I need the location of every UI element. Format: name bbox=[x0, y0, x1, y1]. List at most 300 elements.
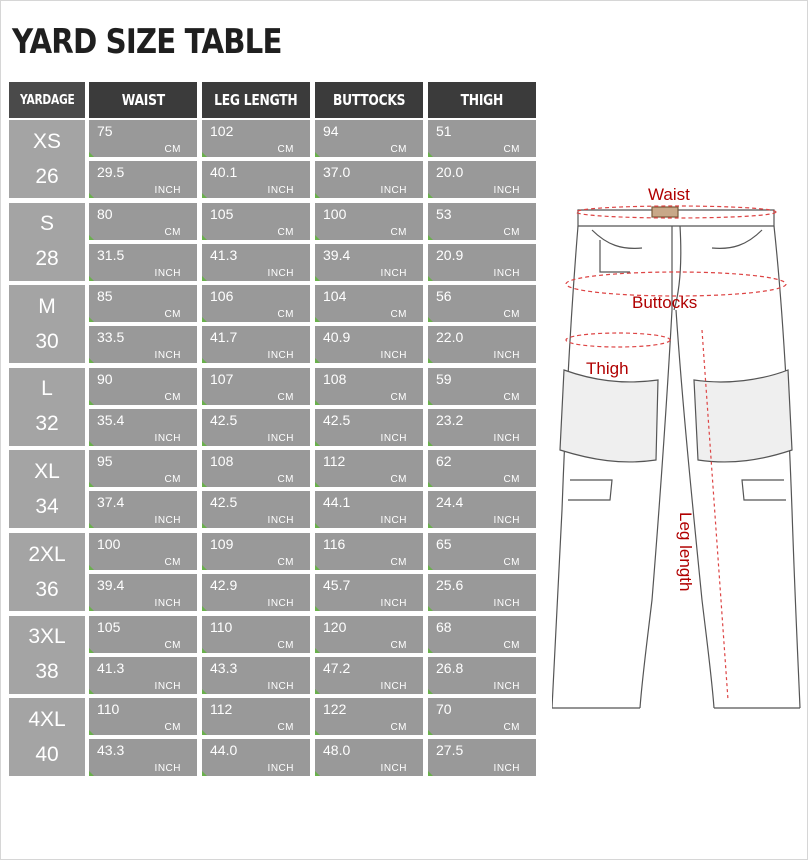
corner-tick-icon bbox=[428, 523, 433, 528]
corner-tick-icon bbox=[202, 648, 207, 653]
measurement-value: 25.6 bbox=[436, 577, 464, 593]
corner-tick-icon bbox=[89, 771, 94, 776]
corner-tick-icon bbox=[89, 565, 94, 570]
corner-tick-icon bbox=[89, 730, 94, 735]
unit-label: INCH bbox=[493, 763, 520, 775]
buttocks-inch-cell bbox=[315, 409, 423, 446]
measurement-value: 53 bbox=[436, 205, 452, 222]
measurement-value: 43.3 bbox=[97, 742, 125, 759]
unit-label: CM bbox=[164, 639, 181, 651]
waist-cm-cell bbox=[89, 450, 197, 487]
size-cell bbox=[9, 533, 85, 611]
measurement-value: 94 bbox=[323, 123, 339, 139]
corner-tick-icon bbox=[89, 482, 94, 487]
unit-label: INCH bbox=[380, 680, 407, 692]
measurement-value: 70 bbox=[436, 701, 452, 718]
measurement-value: 100 bbox=[323, 205, 347, 222]
measurement-value: 40.1 bbox=[210, 164, 238, 180]
measurement-value: 105 bbox=[97, 618, 121, 635]
thigh-inch-cell bbox=[428, 409, 536, 446]
leg-length-inch-cell bbox=[202, 657, 310, 694]
buttocks-inch-cell bbox=[315, 657, 423, 694]
waist-cm-cell bbox=[89, 203, 197, 240]
corner-tick-icon bbox=[89, 648, 94, 653]
measurement-value: 65 bbox=[436, 536, 452, 552]
size-row bbox=[9, 450, 537, 528]
corner-tick-icon bbox=[315, 482, 320, 487]
size-number: 26 bbox=[35, 164, 59, 188]
measurement-value: 104 bbox=[323, 288, 347, 305]
size-table bbox=[9, 82, 537, 778]
thigh-inch-cell bbox=[428, 739, 536, 776]
unit-label: CM bbox=[503, 557, 520, 568]
corner-tick-icon bbox=[202, 482, 207, 487]
buttocks-cm-cell bbox=[315, 285, 423, 322]
unit-label: INCH bbox=[267, 432, 294, 444]
corner-tick-icon bbox=[428, 276, 433, 281]
measurement-value: 31.5 bbox=[97, 246, 125, 263]
measurement-value: 68 bbox=[436, 618, 452, 635]
measurement-value: 95 bbox=[97, 453, 113, 470]
size-row bbox=[9, 616, 537, 694]
measurement-value: 24.4 bbox=[436, 494, 464, 511]
size-cell bbox=[9, 698, 85, 776]
buttocks-label: Buttocks bbox=[632, 293, 698, 312]
unit-label: INCH bbox=[154, 432, 181, 444]
waist-cm-cell bbox=[89, 120, 197, 157]
unit-label: CM bbox=[390, 144, 407, 155]
size-label: 4XL bbox=[28, 707, 66, 731]
measurement-value: 42.5 bbox=[323, 411, 351, 428]
waist-inch-cell bbox=[89, 739, 197, 776]
measurement-value: 42.5 bbox=[210, 411, 238, 428]
corner-tick-icon bbox=[202, 565, 207, 570]
unit-label: CM bbox=[164, 557, 181, 568]
leg-length-cm-cell bbox=[202, 698, 310, 735]
page-title: YARD SIZE TABLE bbox=[12, 22, 282, 62]
corner-tick-icon bbox=[202, 358, 207, 363]
waist-inch-cell bbox=[89, 326, 197, 363]
unit-label: CM bbox=[164, 722, 181, 734]
unit-label: CM bbox=[277, 639, 294, 651]
corner-tick-icon bbox=[315, 317, 320, 322]
measurement-value: 37.4 bbox=[97, 494, 125, 511]
measurement-value: 29.5 bbox=[97, 164, 125, 180]
unit-label: INCH bbox=[267, 267, 294, 279]
unit-label: INCH bbox=[267, 598, 294, 609]
unit-label: INCH bbox=[493, 432, 520, 444]
measurement-value: 48.0 bbox=[323, 742, 351, 759]
measurement-value: 85 bbox=[97, 288, 113, 305]
measurement-value: 20.9 bbox=[436, 246, 464, 263]
corner-tick-icon bbox=[428, 358, 433, 363]
measurement-value: 42.5 bbox=[210, 494, 238, 511]
leg-length-inch-cell bbox=[202, 409, 310, 446]
corner-tick-icon bbox=[315, 152, 320, 157]
size-cell bbox=[9, 285, 85, 363]
waist-cm-cell bbox=[89, 533, 197, 570]
waist-inch-cell bbox=[89, 574, 197, 611]
unit-label: CM bbox=[277, 144, 294, 155]
leg-length-cm-cell bbox=[202, 368, 310, 405]
header-waist: WAIST bbox=[89, 82, 197, 118]
corner-tick-icon bbox=[428, 648, 433, 653]
corner-tick-icon bbox=[315, 565, 320, 570]
measurement-value: 116 bbox=[323, 536, 346, 552]
thigh-cm-cell bbox=[428, 285, 536, 322]
leg-length-cm-cell bbox=[202, 616, 310, 653]
waist-inch-cell bbox=[89, 161, 197, 198]
corner-tick-icon bbox=[89, 235, 94, 240]
unit-label: CM bbox=[390, 474, 407, 486]
measurement-value: 45.7 bbox=[323, 577, 351, 593]
measurement-value: 22.0 bbox=[436, 329, 464, 346]
leg-length-inch-cell bbox=[202, 244, 310, 281]
measurement-value: 37.0 bbox=[323, 164, 351, 180]
buttocks-cm-cell bbox=[315, 368, 423, 405]
buttocks-inch-cell bbox=[315, 491, 423, 528]
unit-label: CM bbox=[164, 474, 181, 486]
measurement-value: 26.8 bbox=[436, 659, 464, 676]
corner-tick-icon bbox=[315, 730, 320, 735]
corner-tick-icon bbox=[202, 400, 207, 405]
size-label: S bbox=[39, 212, 54, 236]
measurement-value: 62 bbox=[436, 453, 452, 470]
measurement-value: 108 bbox=[210, 453, 234, 470]
unit-label: INCH bbox=[380, 515, 407, 527]
thigh-cm-cell bbox=[428, 450, 536, 487]
leg-length-cm-cell bbox=[202, 450, 310, 487]
corner-tick-icon bbox=[89, 441, 94, 446]
thigh-cm-cell bbox=[428, 698, 536, 735]
corner-tick-icon bbox=[315, 648, 320, 653]
thigh-inch-cell bbox=[428, 161, 536, 198]
measurement-value: 120 bbox=[323, 618, 347, 635]
unit-label: CM bbox=[277, 226, 294, 238]
measurement-value: 33.5 bbox=[97, 329, 125, 346]
unit-label: INCH bbox=[380, 350, 407, 362]
leg-length-inch-cell bbox=[202, 161, 310, 198]
measurement-value: 112 bbox=[323, 453, 346, 470]
unit-label: INCH bbox=[380, 598, 407, 609]
unit-label: CM bbox=[390, 722, 407, 734]
waist-cm-cell bbox=[89, 616, 197, 653]
corner-tick-icon bbox=[315, 235, 320, 240]
measurement-value: 27.5 bbox=[436, 742, 464, 759]
waist-cm-cell bbox=[89, 368, 197, 405]
pants-outline bbox=[552, 207, 800, 708]
unit-label: CM bbox=[164, 309, 181, 321]
size-number: 28 bbox=[35, 247, 59, 271]
unit-label: CM bbox=[503, 722, 520, 734]
measurement-value: 56 bbox=[436, 288, 452, 305]
corner-tick-icon bbox=[428, 193, 433, 198]
buttocks-inch-cell bbox=[315, 574, 423, 611]
corner-tick-icon bbox=[202, 235, 207, 240]
thigh-cm-cell bbox=[428, 368, 536, 405]
size-row bbox=[9, 285, 537, 363]
corner-tick-icon bbox=[202, 317, 207, 322]
size-row bbox=[9, 533, 537, 611]
leg-length-cm-cell bbox=[202, 285, 310, 322]
corner-tick-icon bbox=[202, 523, 207, 528]
header-yardage: YARDAGE bbox=[9, 82, 85, 118]
thigh-cm-cell bbox=[428, 533, 536, 570]
leg-length-label: Leg length bbox=[676, 512, 695, 592]
corner-tick-icon bbox=[89, 193, 94, 198]
buttocks-inch-cell bbox=[315, 326, 423, 363]
size-label: 3XL bbox=[28, 625, 66, 649]
size-number: 38 bbox=[35, 660, 59, 684]
thigh-inch-cell bbox=[428, 491, 536, 528]
corner-tick-icon bbox=[315, 358, 320, 363]
unit-label: CM bbox=[390, 639, 407, 651]
measurement-value: 41.3 bbox=[97, 659, 125, 676]
unit-label: CM bbox=[277, 474, 294, 486]
unit-label: INCH bbox=[267, 680, 294, 692]
measurement-value: 112 bbox=[210, 701, 233, 718]
header-leg-length: LEG LENGTH bbox=[202, 82, 310, 118]
unit-label: CM bbox=[390, 309, 407, 321]
unit-label: CM bbox=[164, 226, 181, 238]
thigh-inch-cell bbox=[428, 326, 536, 363]
thigh-cm-cell bbox=[428, 203, 536, 240]
leg-length-inch-cell bbox=[202, 326, 310, 363]
unit-label: CM bbox=[503, 144, 520, 155]
unit-label: INCH bbox=[154, 350, 181, 362]
measurement-value: 107 bbox=[210, 370, 234, 387]
measurement-value: 110 bbox=[97, 701, 120, 718]
measurement-value: 39.4 bbox=[323, 246, 351, 263]
thigh-inch-cell bbox=[428, 657, 536, 694]
unit-label: INCH bbox=[493, 350, 520, 362]
size-label: XS bbox=[32, 129, 61, 153]
corner-tick-icon bbox=[428, 565, 433, 570]
leg-length-cm-cell bbox=[202, 203, 310, 240]
unit-label: CM bbox=[164, 391, 181, 403]
measurement-value: 40.9 bbox=[323, 329, 351, 346]
size-row bbox=[9, 203, 537, 281]
corner-tick-icon bbox=[315, 441, 320, 446]
header-thigh: THIGH bbox=[428, 82, 536, 118]
waist-cm-cell bbox=[89, 698, 197, 735]
corner-tick-icon bbox=[89, 358, 94, 363]
corner-tick-icon bbox=[315, 400, 320, 405]
waist-inch-cell bbox=[89, 491, 197, 528]
measurement-value: 100 bbox=[97, 536, 121, 552]
corner-tick-icon bbox=[428, 400, 433, 405]
corner-tick-icon bbox=[315, 606, 320, 611]
unit-label: INCH bbox=[267, 185, 294, 196]
measurement-value: 43.3 bbox=[210, 659, 238, 676]
measurement-value: 109 bbox=[210, 536, 234, 552]
corner-tick-icon bbox=[428, 689, 433, 694]
corner-tick-icon bbox=[89, 276, 94, 281]
unit-label: INCH bbox=[380, 763, 407, 775]
measurement-value: 51 bbox=[436, 123, 452, 139]
measurement-value: 80 bbox=[97, 205, 113, 222]
unit-label: CM bbox=[390, 226, 407, 238]
corner-tick-icon bbox=[89, 606, 94, 611]
buttocks-cm-cell bbox=[315, 450, 423, 487]
measurement-value: 106 bbox=[210, 288, 234, 305]
unit-label: INCH bbox=[154, 680, 181, 692]
corner-tick-icon bbox=[202, 730, 207, 735]
leg-length-cm-cell bbox=[202, 533, 310, 570]
unit-label: INCH bbox=[267, 515, 294, 527]
unit-label: CM bbox=[503, 391, 520, 403]
corner-tick-icon bbox=[315, 771, 320, 776]
corner-tick-icon bbox=[315, 276, 320, 281]
corner-tick-icon bbox=[428, 730, 433, 735]
corner-tick-icon bbox=[315, 689, 320, 694]
measurement-value: 90 bbox=[97, 370, 113, 387]
corner-tick-icon bbox=[89, 400, 94, 405]
measurement-value: 44.0 bbox=[210, 742, 238, 759]
unit-label: INCH bbox=[154, 598, 181, 609]
size-label: L bbox=[41, 377, 53, 401]
leg-length-cm-cell bbox=[202, 120, 310, 157]
unit-label: CM bbox=[503, 639, 520, 651]
corner-tick-icon bbox=[428, 152, 433, 157]
corner-tick-icon bbox=[89, 523, 94, 528]
waist-label: Waist bbox=[648, 185, 690, 204]
unit-label: INCH bbox=[267, 350, 294, 362]
size-number: 36 bbox=[35, 577, 59, 601]
corner-tick-icon bbox=[428, 317, 433, 322]
measurement-value: 20.0 bbox=[436, 164, 464, 180]
unit-label: INCH bbox=[154, 267, 181, 279]
waist-inch-cell bbox=[89, 244, 197, 281]
measurement-value: 122 bbox=[323, 701, 347, 718]
unit-label: CM bbox=[277, 557, 294, 568]
thigh-cm-cell bbox=[428, 120, 536, 157]
buttocks-cm-cell bbox=[315, 120, 423, 157]
size-cell bbox=[9, 203, 85, 281]
corner-tick-icon bbox=[202, 606, 207, 611]
unit-label: CM bbox=[503, 474, 520, 486]
measurement-value: 42.9 bbox=[210, 577, 238, 593]
buttocks-inch-cell bbox=[315, 739, 423, 776]
corner-tick-icon bbox=[202, 771, 207, 776]
thigh-cm-cell bbox=[428, 616, 536, 653]
unit-label: INCH bbox=[493, 267, 520, 279]
corner-tick-icon bbox=[202, 276, 207, 281]
unit-label: CM bbox=[277, 391, 294, 403]
waist-cm-cell bbox=[89, 285, 197, 322]
unit-label: INCH bbox=[493, 515, 520, 527]
corner-tick-icon bbox=[89, 317, 94, 322]
unit-label: CM bbox=[503, 309, 520, 321]
buttocks-inch-cell bbox=[315, 244, 423, 281]
unit-label: INCH bbox=[493, 680, 520, 692]
measurement-value: 23.2 bbox=[436, 411, 464, 428]
size-number: 32 bbox=[35, 412, 59, 436]
unit-label: CM bbox=[390, 391, 407, 403]
corner-tick-icon bbox=[202, 152, 207, 157]
corner-tick-icon bbox=[202, 689, 207, 694]
thigh-label: Thigh bbox=[586, 359, 629, 378]
unit-label: CM bbox=[503, 226, 520, 238]
leg-length-inch-cell bbox=[202, 739, 310, 776]
leg-length-inch-cell bbox=[202, 574, 310, 611]
size-number: 30 bbox=[35, 329, 59, 353]
corner-tick-icon bbox=[428, 771, 433, 776]
unit-label: INCH bbox=[154, 763, 181, 775]
size-label: M bbox=[38, 294, 56, 318]
buttocks-cm-cell bbox=[315, 203, 423, 240]
size-label: 2XL bbox=[28, 542, 66, 566]
leg-length-inch-cell bbox=[202, 491, 310, 528]
measurement-value: 41.3 bbox=[210, 246, 238, 263]
unit-label: INCH bbox=[493, 185, 520, 196]
size-cell bbox=[9, 120, 85, 198]
size-label: XL bbox=[34, 459, 60, 483]
size-cell bbox=[9, 450, 85, 528]
corner-tick-icon bbox=[315, 193, 320, 198]
corner-tick-icon bbox=[89, 689, 94, 694]
unit-label: CM bbox=[277, 309, 294, 321]
measurement-value: 39.4 bbox=[97, 577, 125, 593]
corner-tick-icon bbox=[315, 523, 320, 528]
unit-label: INCH bbox=[267, 763, 294, 775]
unit-label: CM bbox=[277, 722, 294, 734]
corner-tick-icon bbox=[428, 606, 433, 611]
size-cell bbox=[9, 368, 85, 446]
buttocks-cm-cell bbox=[315, 698, 423, 735]
header-buttocks: BUTTOCKS bbox=[315, 82, 423, 118]
thigh-inch-cell bbox=[428, 244, 536, 281]
size-row bbox=[9, 120, 537, 198]
table-header-row bbox=[9, 82, 537, 118]
measurement-value: 105 bbox=[210, 205, 234, 222]
corner-tick-icon bbox=[202, 193, 207, 198]
unit-label: CM bbox=[164, 144, 181, 155]
corner-tick-icon bbox=[89, 152, 94, 157]
waist-inch-cell bbox=[89, 657, 197, 694]
measurement-value: 75 bbox=[97, 123, 113, 139]
size-number: 40 bbox=[35, 742, 59, 766]
unit-label: CM bbox=[390, 557, 407, 568]
unit-label: INCH bbox=[154, 185, 181, 196]
unit-label: INCH bbox=[380, 185, 407, 196]
unit-label: INCH bbox=[380, 432, 407, 444]
measurement-value: 59 bbox=[436, 370, 452, 387]
waist-inch-cell bbox=[89, 409, 197, 446]
measurement-value: 110 bbox=[210, 618, 233, 635]
unit-label: INCH bbox=[493, 598, 520, 609]
buttocks-cm-cell bbox=[315, 533, 423, 570]
corner-tick-icon bbox=[428, 441, 433, 446]
measurement-value: 108 bbox=[323, 370, 347, 387]
unit-label: INCH bbox=[380, 267, 407, 279]
unit-label: INCH bbox=[154, 515, 181, 527]
buttocks-inch-cell bbox=[315, 161, 423, 198]
size-row bbox=[9, 698, 537, 776]
pants-diagram bbox=[552, 180, 804, 720]
measurement-value: 41.7 bbox=[210, 329, 238, 346]
measurement-value: 44.1 bbox=[323, 494, 351, 511]
measurement-value: 47.2 bbox=[323, 659, 351, 676]
corner-tick-icon bbox=[428, 235, 433, 240]
buttocks-cm-cell bbox=[315, 616, 423, 653]
corner-tick-icon bbox=[428, 482, 433, 487]
size-cell bbox=[9, 616, 85, 694]
measurement-value: 35.4 bbox=[97, 411, 125, 428]
size-row bbox=[9, 368, 537, 446]
corner-tick-icon bbox=[202, 441, 207, 446]
measurement-value: 102 bbox=[210, 123, 234, 139]
